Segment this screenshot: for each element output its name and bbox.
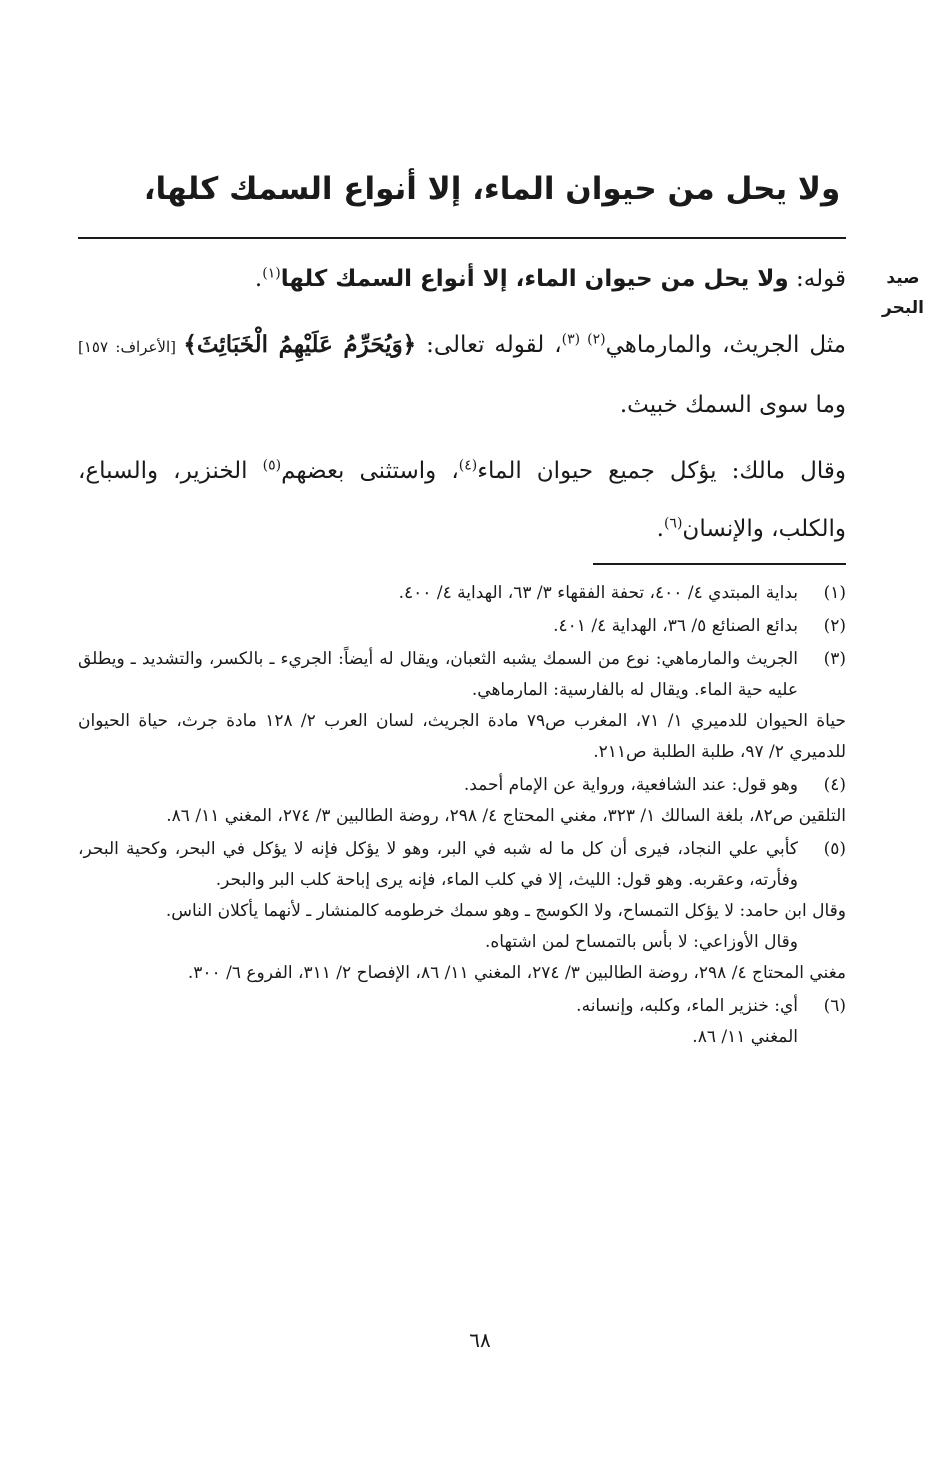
footnote-text: بداية المبتدي ٤/ ٤٠٠، تحفة الفقهاء ٣/ ٦٣، الهداية ٤/ ٤٠٠. bbox=[398, 583, 798, 603]
p1-bold-quote: ولا يحل من حيوان الماء، إلا أنواع السمك كلها bbox=[280, 266, 789, 292]
margin-note-line-1: صيد bbox=[886, 268, 920, 288]
page-number: ٦٨ bbox=[469, 1328, 491, 1352]
p3-text-2: ، واستثنى بعضهم bbox=[281, 458, 459, 484]
footnote-sources: التلقين ص٨٢، بلغة السالك ١/ ٣٢٣، مغني المحتاج ٤/ ٢٩٨، روضة الطالبين ٣/ ٢٧٤، المغني ١١/ ٨٦. bbox=[166, 806, 846, 826]
footnote-number: (٥) bbox=[823, 839, 846, 859]
main-text bbox=[78, 250, 846, 566]
footnotes-divider bbox=[593, 563, 846, 565]
p2-text-3: وما سوى السمك خبيث. bbox=[619, 392, 846, 418]
footnote-text: كأبي علي النجاد، فيرى أن كل ما له شبه في البر، وهو لا يؤكل فإنه لا يؤكل في البحر، وكحية البحر، وفأرته، وعقربه. وهو قول: الليث، إلا في كلب الماء، فإنه يرى إباحة كلب البر والبحر. bbox=[78, 839, 798, 890]
p2-text-2: ، لقوله تعالى: bbox=[416, 332, 562, 358]
verse-reference: [الأعراف: ١٥٧] bbox=[78, 338, 184, 356]
footnote-text-awzai: وقال الأوزاعي: لا بأس بالتمساح لمن اشتهاه. bbox=[485, 932, 798, 952]
footnote-sources: المغني ١١/ ٨٦. bbox=[692, 1027, 798, 1047]
footnote-ref-5[interactable]: (٥) bbox=[262, 457, 282, 474]
main-paragraph-1 bbox=[78, 250, 846, 308]
footnote-1 bbox=[78, 578, 846, 609]
footnote-number: (٢) bbox=[823, 616, 846, 636]
footnote-ref-2-3[interactable]: (٢) (٣) bbox=[561, 331, 606, 348]
main-paragraph-3 bbox=[78, 442, 846, 558]
chapter-heading: ولا يحل من حيوان الماء، إلا أنواع السمك كلها، bbox=[143, 171, 841, 207]
p1-lead: قوله: bbox=[788, 266, 846, 292]
footnote-text: الجريث والمارماهي: نوع من السمك يشبه الثعبان، ويقال له أيضاً: الجريء ـ بالكسر، والتشديد ـ ويطلق عليه حية الماء. ويقال له بالفارسية: المارماهي. bbox=[78, 649, 798, 700]
footnote-2 bbox=[78, 611, 846, 642]
footnote-number: (١) bbox=[823, 583, 846, 603]
footnote-ref-4[interactable]: (٤) bbox=[458, 457, 478, 474]
footnote-6 bbox=[78, 991, 846, 1053]
footnotes bbox=[78, 578, 846, 1055]
p2-text-1: مثل الجريث، والمارماهي bbox=[605, 332, 846, 358]
p3-text-4: . bbox=[656, 516, 664, 542]
footnote-text: بدائع الصنائع ٥/ ٣٦، الهداية ٤/ ٤٠١. bbox=[553, 616, 798, 636]
main-paragraph-2 bbox=[78, 316, 846, 434]
footnote-number: (٦) bbox=[823, 996, 846, 1016]
footnote-5 bbox=[78, 834, 846, 989]
quran-verse: ﴿وَيُحَرِّمُ عَلَيْهِمُ الْخَبَائِثَ﴾ bbox=[183, 331, 417, 358]
heading-divider bbox=[78, 237, 846, 239]
footnote-3 bbox=[78, 644, 846, 768]
p3-text-1: وقال مالك: يؤكل جميع حيوان الماء bbox=[477, 458, 846, 484]
margin-note bbox=[870, 263, 936, 323]
footnote-text-ibn-hamid: وقال ابن حامد: لا يؤكل التمساح، ولا الكوسج ـ وهو سمك خرطومه كالمنشار ـ لأنهما يأكلان الناس. bbox=[165, 901, 846, 921]
footnote-sources: حياة الحيوان للدميري ١/ ٧١، المغرب ص٧٩ مادة الجريث، لسان العرب ٢/ ١٢٨ مادة جرث، حياة الحيوان للدميري ٢/ ٩٧، طلبة الطلبة ص٢١١. bbox=[78, 711, 846, 762]
footnote-number: (٣) bbox=[823, 649, 846, 669]
p3-text-3: الخنزير، والسباع، والكلب، والإنسان bbox=[78, 458, 846, 542]
p1-tail: . bbox=[254, 266, 263, 292]
footnote-4 bbox=[78, 770, 846, 832]
footnote-number: (٤) bbox=[823, 775, 846, 795]
footnote-ref-6[interactable]: (٦) bbox=[663, 515, 683, 532]
margin-note-line-2: البحر bbox=[882, 298, 924, 318]
footnote-sources: مغني المحتاج ٤/ ٢٩٨، روضة الطالبين ٣/ ٢٧٤، المغني ١١/ ٨٦، الإفصاح ٢/ ٣١١، الفروع ٦/ ٣٠٠. bbox=[187, 963, 846, 983]
footnote-text: أي: خنزير الماء، وكلبه، وإنسانه. bbox=[576, 996, 798, 1016]
footnote-text: وهو قول: عند الشافعية، ورواية عن الإمام أحمد. bbox=[463, 775, 798, 795]
footnote-ref-1[interactable]: (١) bbox=[262, 265, 281, 282]
